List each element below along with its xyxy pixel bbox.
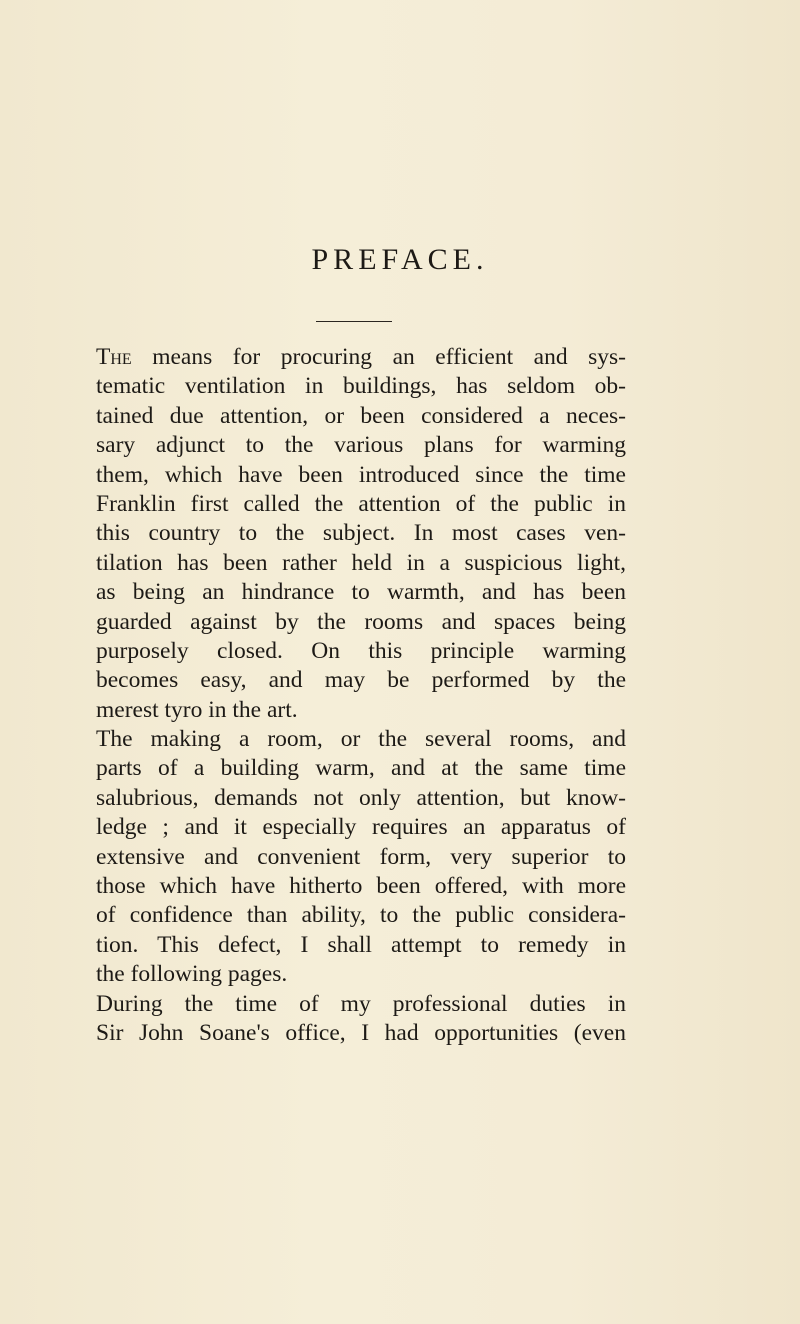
first-word: The — [96, 344, 132, 370]
text-line: them, which have been introduced since the time — [96, 461, 626, 488]
text-line: tematic ventilation in buildings, has seldom ob- — [96, 373, 626, 400]
text-line: as being an hindrance to warmth, and has been — [96, 579, 626, 606]
preface-body — [96, 343, 626, 1048]
page-title: PREFACE. — [311, 243, 489, 276]
title-rule — [316, 321, 392, 322]
text-line: extensive and convenient form, very superior to — [96, 843, 626, 870]
text-line: Franklin first called the attention of the public in — [96, 490, 626, 517]
text-line: tilation has been rather held in a suspicious light, — [96, 549, 626, 576]
text-line: this country to the subject. In most cases ven- — [96, 520, 626, 547]
text-line: salubrious, demands not only attention, but know- — [96, 784, 626, 811]
text-line: of confidence than ability, to the public considera- — [96, 902, 626, 929]
text-line: parts of a building warm, and at the same time — [96, 755, 626, 782]
text-line: guarded against by the rooms and spaces being — [96, 608, 626, 635]
text-line: purposely closed. On this principle warming — [96, 637, 626, 664]
text-line: tion. This defect, I shall attempt to remedy in — [96, 931, 626, 958]
text-line: sary adjunct to the various plans for warming — [96, 432, 626, 459]
text-line: During the time of my professional duties in — [96, 990, 626, 1017]
text-line: The means for procuring an efficient and sys- — [96, 344, 626, 370]
text-line: ledge ; and it especially requires an apparatus of — [96, 814, 626, 841]
text-line: those which have hitherto been offered, with more — [96, 873, 626, 900]
text-line: merest tyro in the art. — [96, 696, 298, 723]
text-line: tained due attention, or been considered a neces- — [96, 402, 626, 429]
text-line: The making a room, or the several rooms, and — [96, 726, 626, 753]
text-line: the following pages. — [96, 961, 288, 988]
text-line: becomes easy, and may be performed by the — [96, 667, 626, 694]
text-line: Sir John Soane's office, I had opportunities (even — [96, 1019, 626, 1046]
